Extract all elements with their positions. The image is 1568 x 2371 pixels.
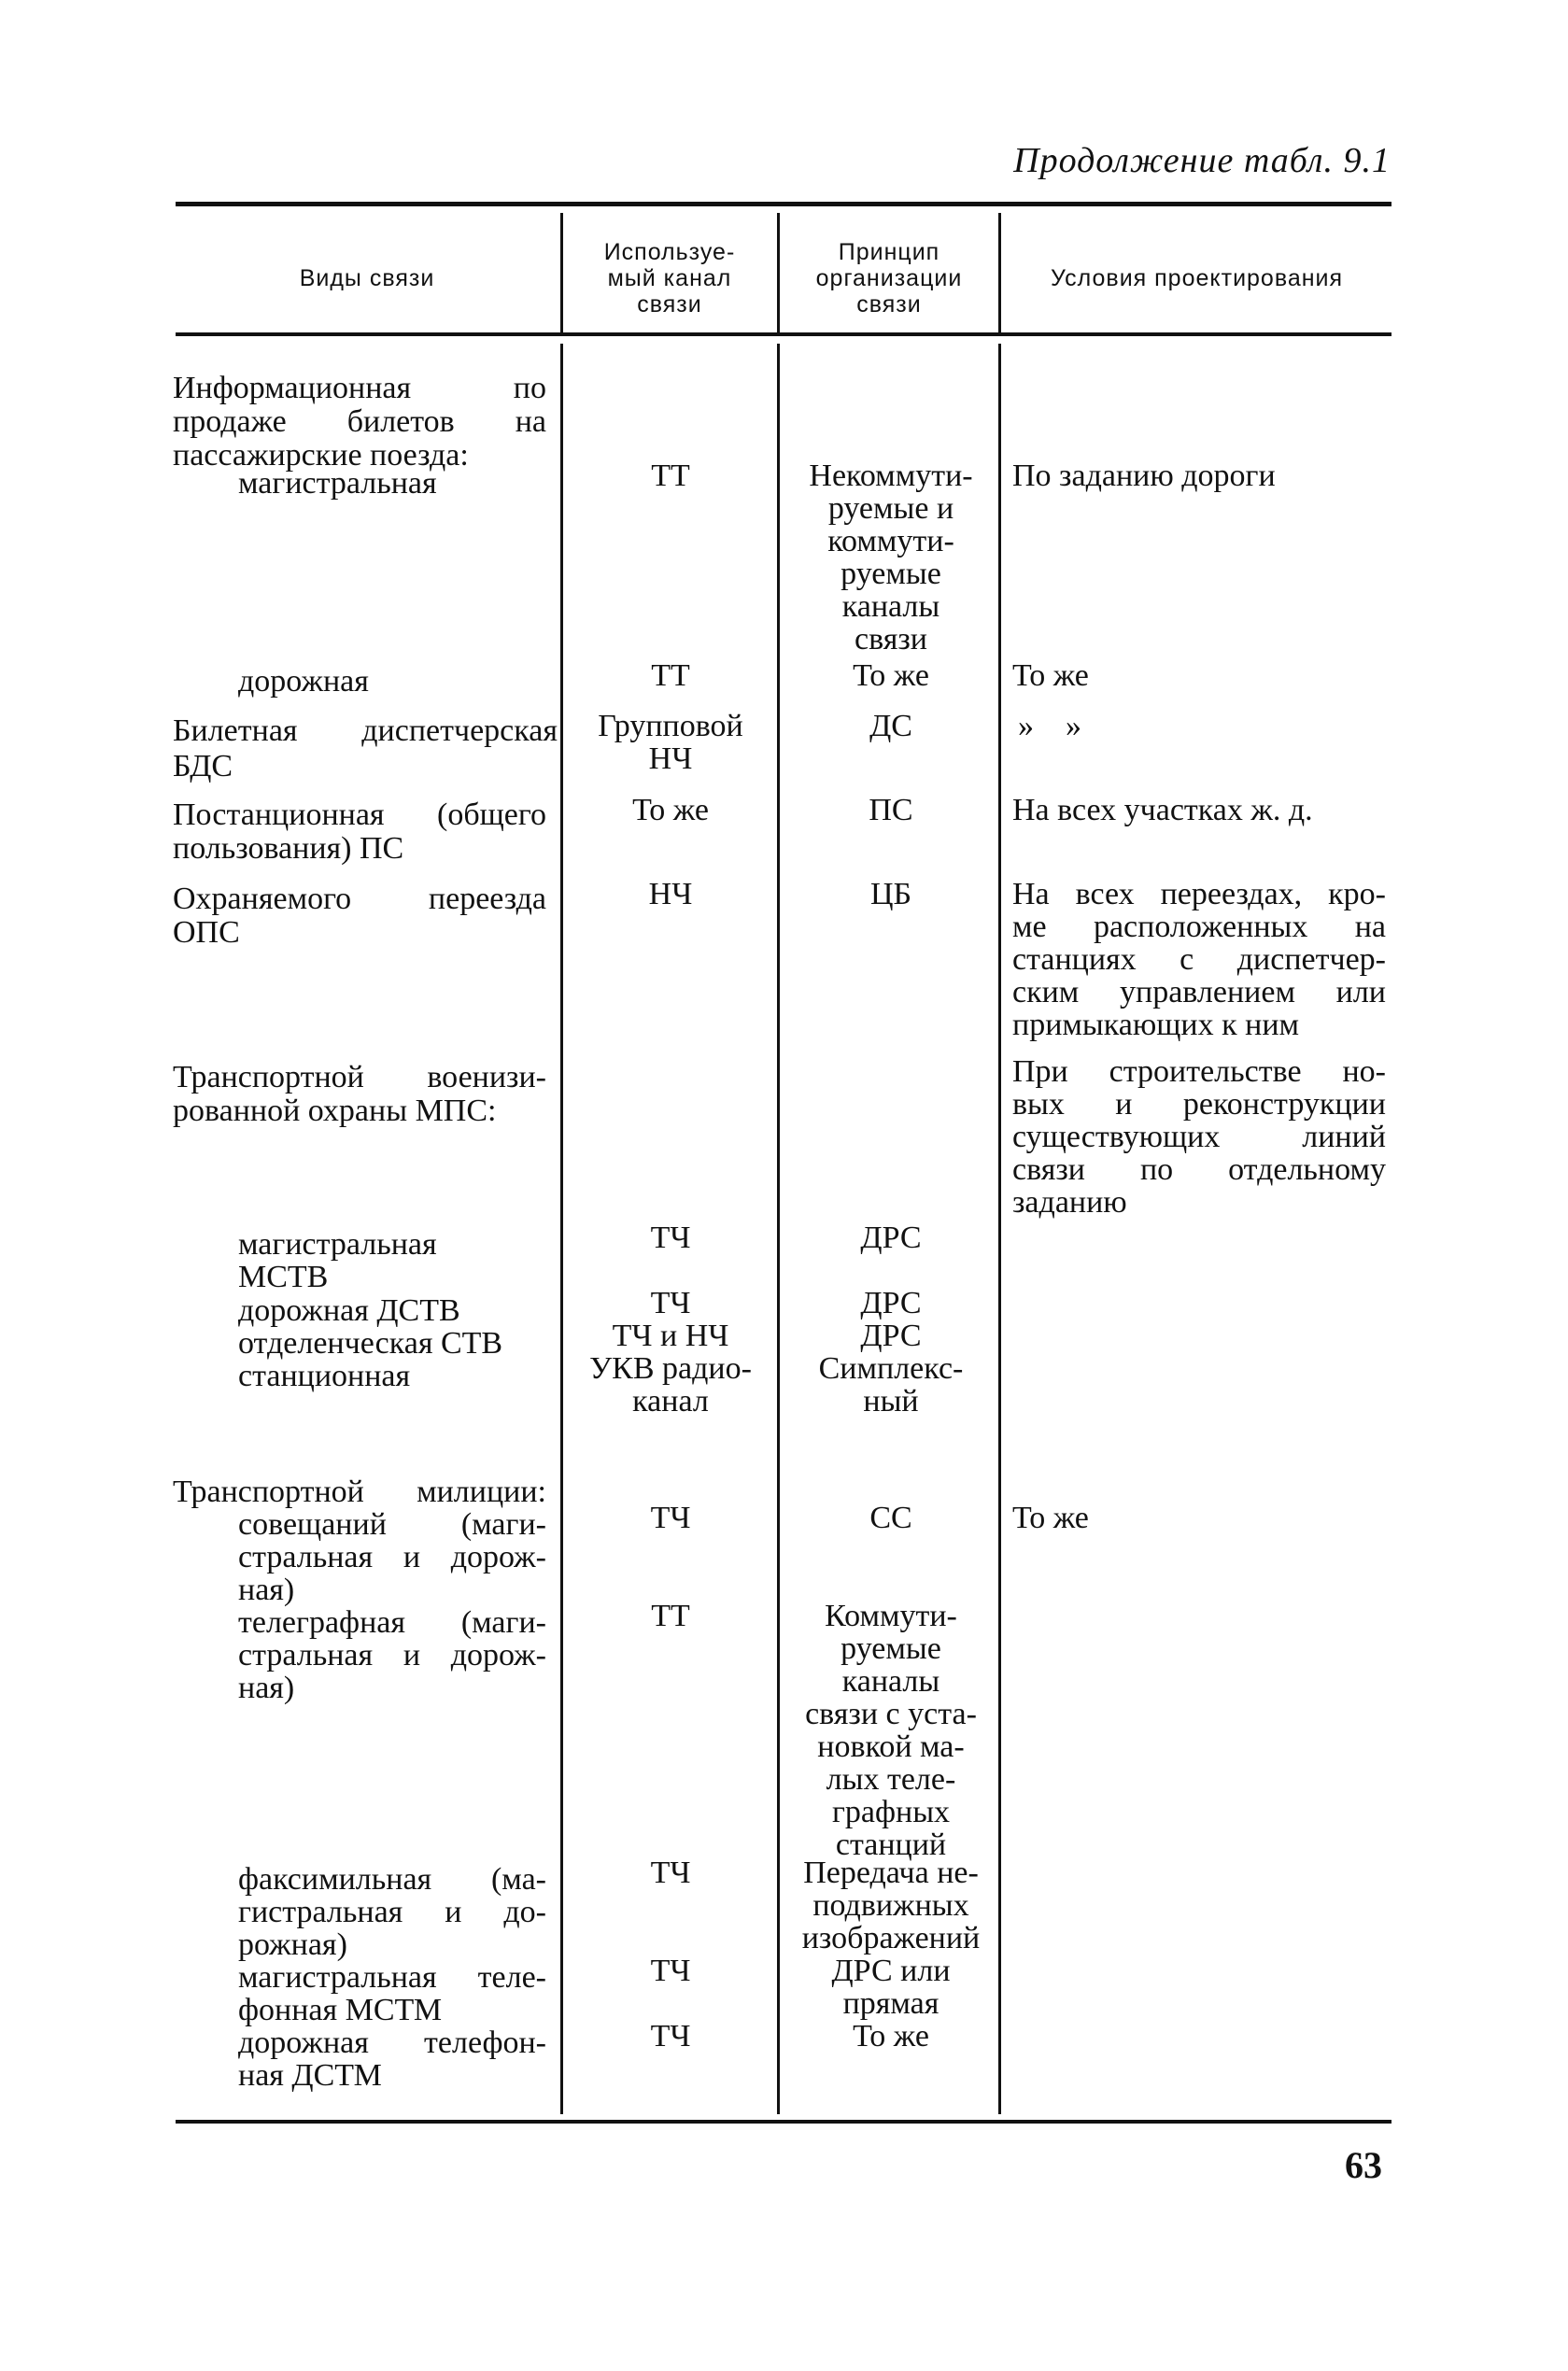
channel-info-road: ТТ bbox=[651, 658, 690, 693]
principle-mstv: ДРС bbox=[860, 1221, 922, 1255]
kind-ps-line2: пользования) ПС bbox=[173, 831, 404, 866]
kind-info-line3: пассажирские поезда: bbox=[173, 438, 469, 473]
kind-tvo-line2: рованной охраны МПС: bbox=[173, 1094, 497, 1128]
channel-mstv: ТЧ bbox=[650, 1221, 691, 1255]
principle-bds: ДС bbox=[869, 709, 912, 743]
principle-station-line1: Симплекс- bbox=[818, 1351, 964, 1386]
principle-nk-line6: связи bbox=[855, 622, 927, 656]
kind-dstv: дорожная ДСТВ bbox=[238, 1293, 460, 1328]
condition-build-line3: существующих линий bbox=[1012, 1120, 1386, 1154]
condition-build-line1: При строительстве но- bbox=[1012, 1054, 1386, 1089]
principle-kom-line3: каналы bbox=[841, 1664, 940, 1699]
condition-meet: То же bbox=[1012, 1501, 1089, 1535]
condition-bds: » » bbox=[1018, 709, 1081, 743]
principle-fax-line2: подвижных bbox=[812, 1888, 969, 1923]
kind-meet-line3: ная) bbox=[238, 1573, 295, 1607]
condition-ops-line1: На всех переездах, кро- bbox=[1012, 877, 1386, 911]
column-divider-3 bbox=[998, 213, 1001, 332]
channel-dstm: ТЧ bbox=[650, 2019, 691, 2053]
kind-telegraph-line2: стральная и дорож- bbox=[238, 1638, 546, 1672]
column-divider-2 bbox=[777, 213, 780, 332]
principle-dstv: ДРС bbox=[860, 1286, 922, 1320]
channel-info-main: ТТ bbox=[651, 459, 690, 493]
column-divider-1 bbox=[560, 213, 563, 332]
principle-nk-line4: руемые bbox=[841, 557, 941, 591]
principle-fax-line1: Передача не- bbox=[803, 1856, 979, 1890]
condition-build-line4: связи по отдельному bbox=[1012, 1152, 1386, 1187]
kind-bds-line2: БДС bbox=[173, 749, 233, 783]
kind-fax-line1: факсимильная (ма- bbox=[238, 1862, 546, 1897]
kind-telegraph-line3: ная) bbox=[238, 1671, 295, 1705]
principle-station-line2: ный bbox=[863, 1384, 919, 1418]
kind-dstm-line2: ная ДСТМ bbox=[238, 2058, 382, 2093]
channel-mstm: ТЧ bbox=[650, 1954, 691, 1988]
channel-station-line2: канал bbox=[632, 1384, 709, 1418]
channel-ops: НЧ bbox=[648, 877, 693, 911]
principle-meet: СС bbox=[869, 1501, 912, 1535]
principle-mstm-line2: прямая bbox=[842, 1986, 939, 2021]
principle-kom-line2: руемые bbox=[841, 1631, 941, 1666]
channel-dstv: ТЧ bbox=[650, 1286, 691, 1320]
table-caption: Продолжение табл. 9.1 bbox=[1013, 141, 1391, 180]
kind-mstv-line2: МСТВ bbox=[238, 1260, 329, 1294]
header-col-kinds: Виды связи bbox=[299, 265, 435, 291]
header-col-channel: Используе- мый канал связи bbox=[603, 239, 736, 318]
kind-mstm-line1: магистральная теле- bbox=[238, 1960, 546, 1995]
kind-meet-line1: совещаний (маги- bbox=[238, 1507, 546, 1542]
kind-mstm-line2: фонная МСТМ bbox=[238, 1993, 443, 2027]
kind-bds-line1: Билетная диспетчерская bbox=[173, 713, 558, 748]
principle-kom-line5: новкой ма- bbox=[817, 1729, 965, 1764]
condition-build-line2: вых и реконструкции bbox=[1012, 1087, 1386, 1122]
header-col-principle: Принцип организации связи bbox=[815, 239, 963, 318]
condition-info-road: То же bbox=[1012, 658, 1089, 693]
condition-ps: На всех участках ж. д. bbox=[1012, 793, 1313, 827]
principle-kom-line8: станций bbox=[835, 1828, 947, 1862]
kind-meet-line2: стральная и дорож- bbox=[238, 1540, 546, 1574]
principle-ops: ЦБ bbox=[869, 877, 912, 911]
kind-fax-line2: гистральная и до- bbox=[238, 1895, 546, 1929]
header-col-conditions: Условия проектирования bbox=[1050, 265, 1344, 291]
channel-telegraph: ТТ bbox=[651, 1599, 690, 1633]
kind-mstv-line1: магистральная bbox=[238, 1227, 437, 1262]
channel-stv: ТЧ и НЧ bbox=[612, 1319, 729, 1353]
column-divider-2-body bbox=[777, 344, 780, 2114]
condition-ops-line3: станциях с диспетчер- bbox=[1012, 942, 1386, 977]
principle-fax-line3: изображений bbox=[801, 1921, 981, 1955]
principle-kom-line1: Коммути- bbox=[825, 1599, 957, 1633]
kind-telegraph-line1: телеграфная (маги- bbox=[238, 1605, 546, 1640]
principle-nk-line1: Некоммути- bbox=[809, 459, 973, 493]
kind-tvo-line1: Транспортной военизи- bbox=[173, 1060, 546, 1094]
channel-station-line1: УКВ радио- bbox=[589, 1351, 752, 1386]
channel-bds-line1: Групповой bbox=[598, 709, 743, 743]
condition-info-main: По заданию дороги bbox=[1012, 459, 1276, 493]
principle-nk-line2: руемые и bbox=[827, 491, 954, 526]
principle-info-road: То же bbox=[853, 658, 929, 693]
channel-ps: То же bbox=[632, 793, 709, 827]
kind-info-line1: Информационная по bbox=[173, 371, 546, 405]
condition-ops-line4: ским управлением или bbox=[1012, 975, 1386, 1009]
kind-ops-line2: ОПС bbox=[173, 915, 240, 950]
principle-dstm: То же bbox=[853, 2019, 929, 2053]
kind-info-road: дорожная bbox=[238, 664, 369, 699]
channel-fax: ТЧ bbox=[650, 1856, 691, 1890]
kind-dstm-line1: дорожная телефон- bbox=[238, 2025, 546, 2060]
principle-nk-line5: каналы bbox=[841, 589, 940, 624]
channel-bds-line2: НЧ bbox=[648, 741, 693, 776]
kind-stv: отделенческая СТВ bbox=[238, 1326, 503, 1361]
condition-build-line5: заданию bbox=[1012, 1185, 1127, 1220]
principle-stv: ДРС bbox=[860, 1319, 922, 1353]
principle-ps: ПС bbox=[869, 793, 913, 827]
kind-fax-line3: рожная) bbox=[238, 1927, 347, 1962]
kind-station: станционная bbox=[238, 1359, 411, 1393]
condition-ops-line5: примыкающих к ним bbox=[1012, 1008, 1300, 1042]
principle-kom-line6: лых теле- bbox=[826, 1762, 956, 1797]
channel-meet: ТЧ bbox=[650, 1501, 691, 1535]
table-top-rule bbox=[176, 202, 1391, 206]
principle-mstm-line1: ДРС или bbox=[831, 1954, 951, 1988]
principle-kom-line4: связи с уста- bbox=[805, 1697, 977, 1731]
table-bottom-rule bbox=[176, 2120, 1391, 2124]
column-divider-1-body bbox=[560, 344, 563, 2114]
kind-ops-line1: Охраняемого переезда bbox=[173, 882, 546, 916]
principle-nk-line3: коммути- bbox=[827, 524, 954, 558]
condition-ops-line2: ме расположенных на bbox=[1012, 910, 1386, 944]
page-number: 63 bbox=[1345, 2144, 1382, 2186]
kind-info-line2: продаже билетов на bbox=[173, 404, 546, 439]
principle-kom-line7: графных bbox=[831, 1795, 951, 1829]
kind-ps-line1: Постанционная (общего bbox=[173, 797, 546, 832]
kind-militia: Транспортной милиции: bbox=[173, 1475, 546, 1509]
kind-info-main: магистральная bbox=[238, 466, 437, 501]
